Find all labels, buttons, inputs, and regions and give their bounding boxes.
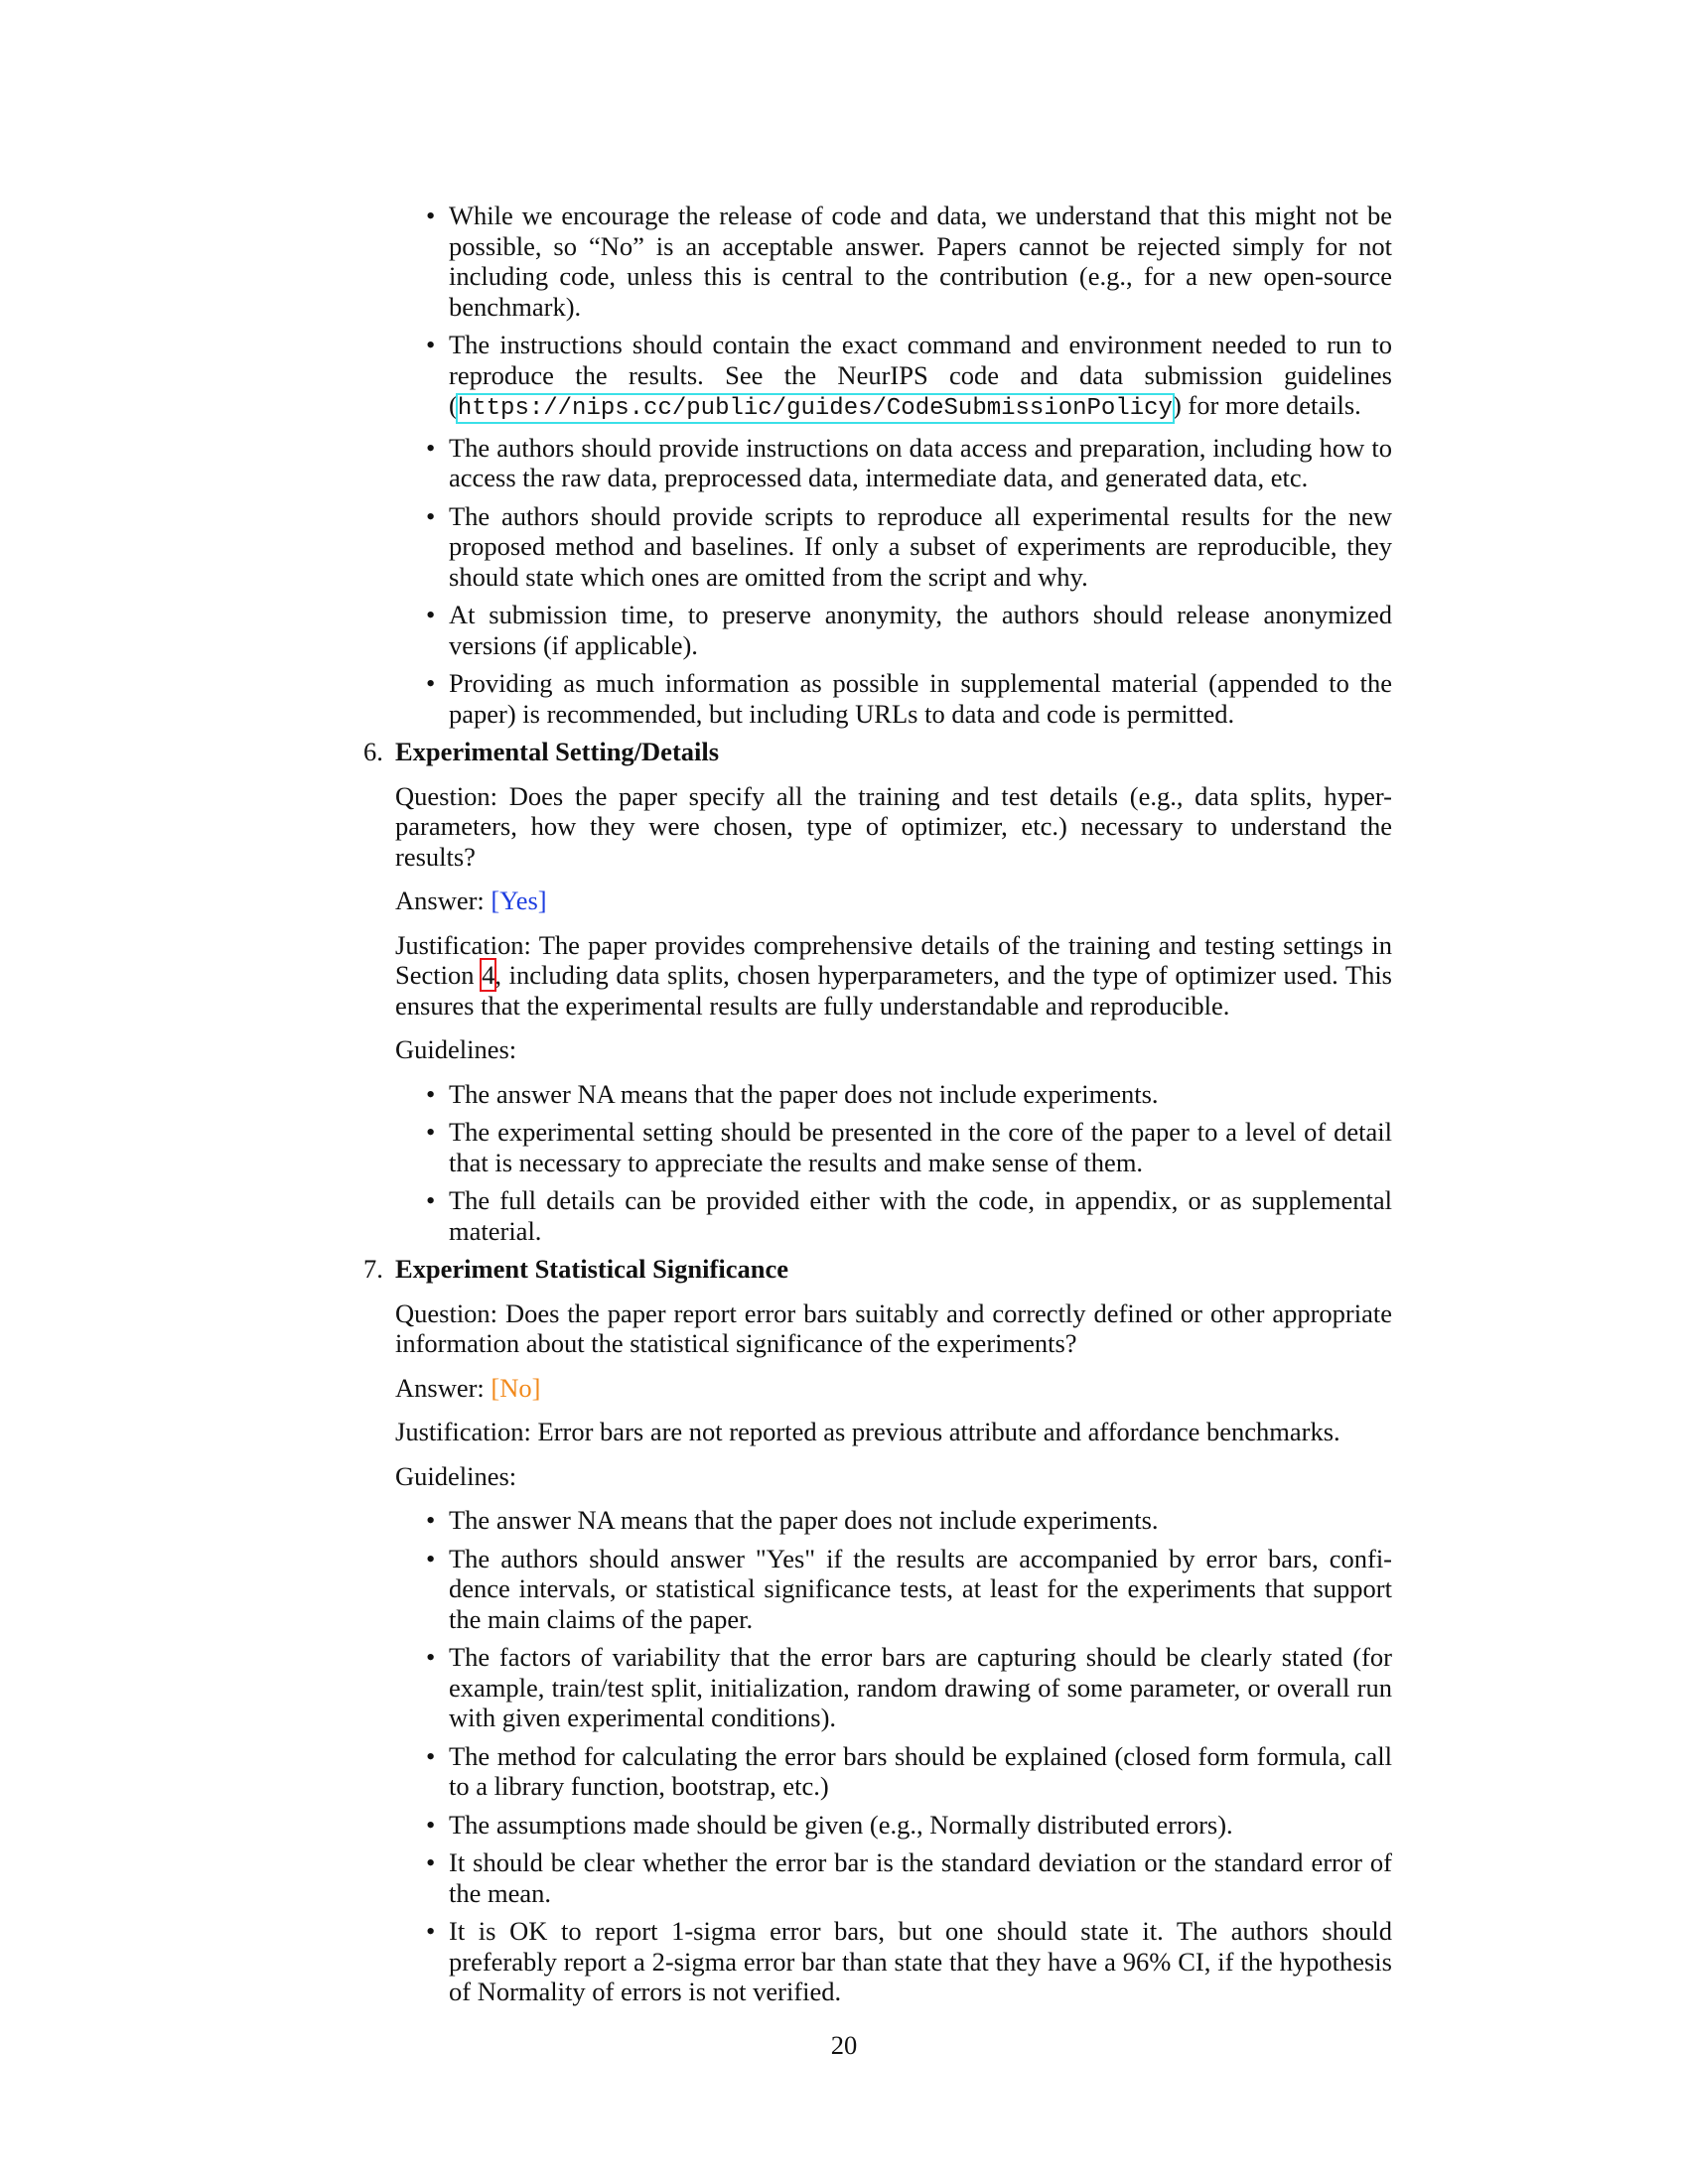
section-7 <box>363 1254 1392 2007</box>
justification-text: Justification: Error bars are not reported as previous attribute and affordance benchmarks. <box>395 1417 1340 1446</box>
guidelines-label: Guidelines: <box>395 1034 517 1064</box>
list-item <box>395 1117 1392 1177</box>
section-title: Experimental Setting/Details <box>395 737 720 766</box>
bullet-text: The authors should provide instructions on data access and preparation, including how to access the raw data, preprocessed data, intermediate data, and generated data, etc. <box>449 432 1392 492</box>
bullet-text: At submission time, to preserve anonymity, the authors should release anonymized versions (if applicable). <box>449 600 1392 660</box>
list-item <box>395 1079 1392 1110</box>
answer-label: Answer: <box>395 1372 492 1403</box>
justification-text <box>395 930 1392 1022</box>
answer-line <box>395 886 1392 916</box>
bullet-text: It is OK to report 1-sigma error bars, but one should state it. The authors should preferably report a 2-sigma error bar than state that they have a 96% CI, if the hypothesis of Normality of errors is not verified. <box>449 1916 1392 2006</box>
list-item <box>395 1810 1392 1841</box>
bullet-text: The factors of variability that the error bars are capturing should be clearly stated (for example, train/test split, initialization, random drawing of some parameter, or overall run with given experimental conditions). <box>449 1642 1392 1732</box>
bullet-text: ) for more details. <box>1172 390 1361 420</box>
list-item <box>395 501 1392 593</box>
question-text: Question: Does the paper report error bars suitably and correctly defined or other appropriate information about the statistical significance of the experiments? <box>395 1297 1392 1358</box>
page-content <box>363 201 1392 2015</box>
bullet-icon: • <box>426 1505 436 1535</box>
answer-value: [No] <box>491 1372 541 1403</box>
bullet-icon: • <box>426 1543 436 1573</box>
section-number: 6. <box>363 737 383 766</box>
answer-value: [Yes] <box>491 886 547 915</box>
bullet-text: It should be clear whether the error bar is the standard deviation or the standard error of the mean. <box>449 1847 1392 1908</box>
bullet-text: The experimental setting should be presented in the core of the paper to a level of detail that is necessary to appreciate the results and make sense of them. <box>449 1117 1392 1177</box>
section-title: Experiment Statistical Significance <box>395 1254 788 1284</box>
list-item <box>395 1741 1392 1802</box>
section-heading <box>363 1254 1392 1285</box>
bullet-text: While we encourage the release of code and data, we understand that this might not be possible, so “No” is an acceptable answer. Papers cannot be rejected simply for not including code, unless this is central to the contribution (e.g., for a new open-source benchmark). <box>449 201 1392 322</box>
section-6 <box>363 737 1392 1246</box>
list-item <box>395 600 1392 660</box>
bullet-icon: • <box>426 1740 436 1771</box>
list-item <box>395 1185 1392 1246</box>
guidelines-list <box>395 1505 1392 2007</box>
list-item <box>395 668 1392 729</box>
list-item <box>395 433 1392 493</box>
answer-label: Answer: <box>395 886 492 915</box>
bullet-text: The assumptions made should be given (e.g., Normally distributed errors). <box>449 1809 1233 1840</box>
top-bullet-list <box>395 201 1392 729</box>
bullet-icon: • <box>426 1916 436 1946</box>
list-item <box>395 1505 1392 1536</box>
bullet-text: The authors should answer "Yes" if the results are accompanied by error bars, confi-dence intervals, or statistical significance tests, at least for the experiments that support the main claims of the paper. <box>449 1543 1392 1634</box>
page-number: 20 <box>830 2030 858 2060</box>
bullet-text: The instructions should contain the exact command and environment needed to run to reproduce the results. See the NeurIPS code and data submission guidelines ( <box>449 330 1392 420</box>
list-item <box>395 1916 1392 2007</box>
section-reference-link[interactable]: 4 <box>482 960 495 990</box>
bullet-icon: • <box>426 1642 436 1672</box>
justification-part: , including data splits, chosen hyperparameters, and the type of optimizer used. This ensures that the experimental results are fully understandable and reproducible. <box>395 960 1392 1021</box>
list-item <box>395 1847 1392 1908</box>
guidelines-list <box>395 1079 1392 1247</box>
bullet-icon: • <box>426 1847 436 1877</box>
bullet-icon: • <box>426 432 436 463</box>
guidelines-label: Guidelines: <box>395 1460 517 1491</box>
bullet-icon: • <box>426 500 436 531</box>
bullet-text: Providing as much information as possible in supplemental material (appended to the paper) is recommended, but including URLs to data and code is permitted. <box>449 668 1392 729</box>
justification-part: Justification: The paper provides comprehensive details of the training and testing settings in Section <box>395 929 1392 990</box>
list-item <box>395 1642 1392 1733</box>
bullet-icon: • <box>426 330 436 359</box>
bullet-icon: • <box>426 668 436 698</box>
section-heading <box>363 737 1392 767</box>
bullet-icon: • <box>426 1185 436 1215</box>
list-item <box>395 201 1392 322</box>
bullet-text: The answer NA means that the paper does not include experiments. <box>449 1078 1159 1109</box>
bullet-text: The full details can be provided either with the code, in appendix, or as supplemental material. <box>449 1185 1392 1246</box>
list-item <box>395 1544 1392 1635</box>
bullet-text: The authors should provide scripts to reproduce all experimental results for the new proposed method and baselines. If only a subset of experiments are reproducible, they should state which ones are omitted from the script and why. <box>449 500 1392 592</box>
bullet-icon: • <box>426 1809 436 1840</box>
bullet-text: The method for calculating the error bars should be explained (closed form formula, call to a library function, bootstrap, etc.) <box>449 1740 1392 1801</box>
bullet-icon: • <box>426 1117 436 1147</box>
bullet-text: The answer NA means that the paper does not include experiments. <box>449 1505 1159 1535</box>
bullet-icon: • <box>426 201 436 230</box>
code-submission-link[interactable]: https://nips.cc/public/guides/CodeSubmissionPolicy <box>457 395 1173 422</box>
answer-line <box>395 1373 1392 1404</box>
bullet-icon: • <box>426 1078 436 1109</box>
list-item <box>395 330 1392 425</box>
section-number: 7. <box>363 1254 383 1284</box>
bullet-icon: • <box>426 600 436 629</box>
question-text: Question: Does the paper specify all the training and test details (e.g., data splits, hyper-parameters, how they were chosen, type of optimizer, etc.) necessary to understand the results? <box>395 780 1392 872</box>
